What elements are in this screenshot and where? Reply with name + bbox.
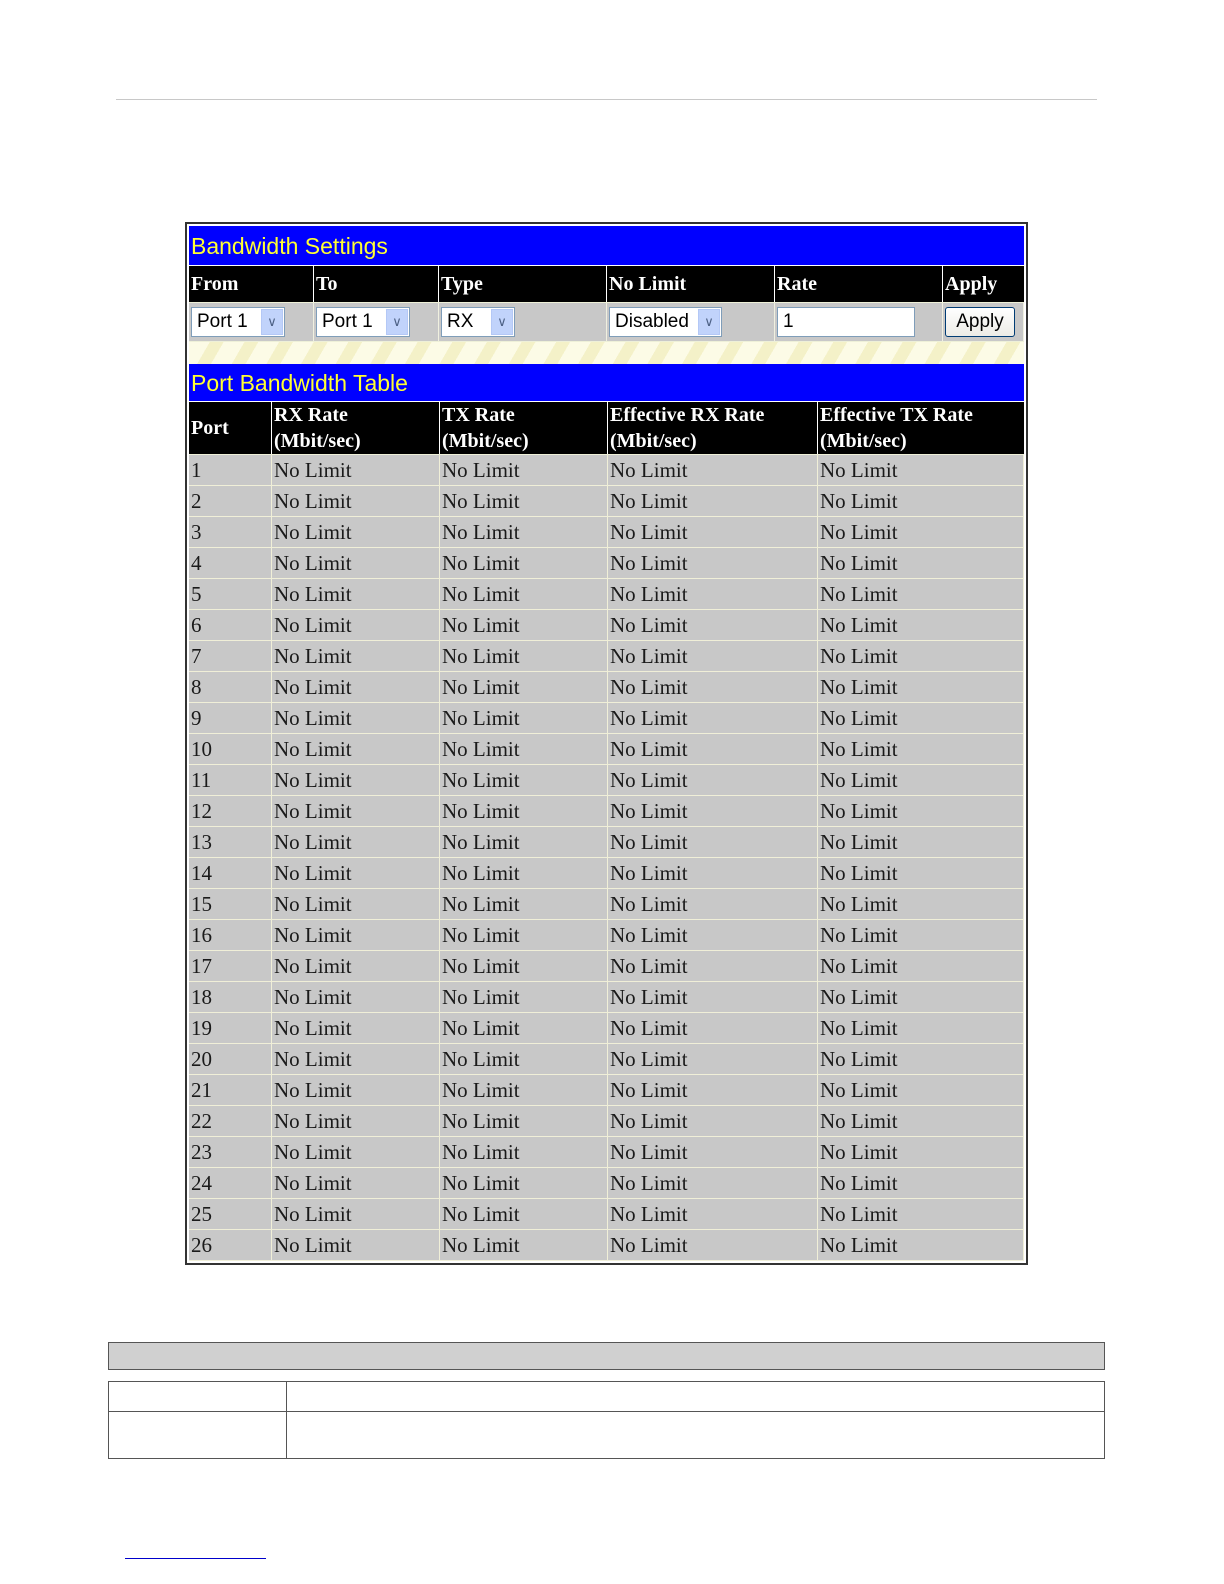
- tx-rate-cell: No Limit: [440, 672, 608, 702]
- port-cell: 18: [189, 982, 272, 1012]
- tx-rate-cell: No Limit: [440, 548, 608, 578]
- description-table-header: [108, 1342, 1105, 1370]
- rx-rate-cell: No Limit: [272, 579, 440, 609]
- rate-input[interactable]: 1: [777, 307, 915, 337]
- no-limit-value: Disabled: [615, 311, 689, 332]
- effective-tx-cell: No Limit: [818, 1106, 1024, 1136]
- table-row: [189, 1230, 1024, 1261]
- tx-rate-cell: No Limit: [440, 858, 608, 888]
- description-table: [108, 1381, 1105, 1459]
- bandwidth-panel: [185, 222, 1028, 1265]
- effective-tx-cell: No Limit: [818, 486, 1024, 516]
- effective-tx-cell: No Limit: [818, 517, 1024, 547]
- effective-rx-cell: No Limit: [608, 548, 818, 578]
- table-row: [189, 889, 1024, 920]
- effective-rx-cell: No Limit: [608, 1168, 818, 1198]
- tx-rate-cell: No Limit: [440, 641, 608, 671]
- col-eff-rx-line1: Effective RX Rate: [610, 404, 765, 426]
- effective-tx-cell: No Limit: [818, 1168, 1024, 1198]
- rx-rate-cell: No Limit: [272, 920, 440, 950]
- header-type: Type: [439, 266, 607, 302]
- tx-rate-cell: No Limit: [440, 827, 608, 857]
- effective-tx-cell: No Limit: [818, 1230, 1024, 1260]
- effective-tx-cell: No Limit: [818, 455, 1024, 485]
- effective-rx-cell: No Limit: [608, 703, 818, 733]
- tx-rate-cell: No Limit: [440, 734, 608, 764]
- rx-rate-cell: No Limit: [272, 951, 440, 981]
- rx-rate-cell: No Limit: [272, 455, 440, 485]
- rx-rate-cell: No Limit: [272, 1106, 440, 1136]
- rx-rate-cell: No Limit: [272, 827, 440, 857]
- col-effective-tx-rate: [818, 402, 1024, 454]
- effective-tx-cell: No Limit: [818, 765, 1024, 795]
- description-param-cell: [109, 1412, 287, 1458]
- rx-rate-cell: No Limit: [272, 765, 440, 795]
- type-select[interactable]: [441, 307, 515, 337]
- header-to: To: [314, 266, 439, 302]
- table-row: [189, 579, 1024, 610]
- effective-rx-cell: No Limit: [608, 1106, 818, 1136]
- table-row: [189, 1044, 1024, 1075]
- col-effective-rx-rate: [608, 402, 818, 454]
- effective-rx-cell: No Limit: [608, 765, 818, 795]
- rx-rate-cell: No Limit: [272, 610, 440, 640]
- header-apply: Apply: [945, 273, 998, 295]
- effective-rx-cell: No Limit: [608, 1075, 818, 1105]
- page-header-rule: [116, 99, 1097, 100]
- apply-button[interactable]: Apply: [945, 307, 1015, 337]
- col-rx-rate-line2: (Mbit/sec): [274, 430, 361, 452]
- effective-tx-cell: No Limit: [818, 858, 1024, 888]
- effective-rx-cell: No Limit: [608, 455, 818, 485]
- table-header-row: [189, 402, 1024, 455]
- effective-rx-cell: No Limit: [608, 1044, 818, 1074]
- effective-tx-cell: No Limit: [818, 796, 1024, 826]
- rx-rate-cell: No Limit: [272, 889, 440, 919]
- tx-rate-cell: No Limit: [440, 703, 608, 733]
- col-eff-tx-line1: Effective TX Rate: [820, 404, 973, 426]
- tx-rate-cell: No Limit: [440, 610, 608, 640]
- port-bandwidth-table-title: Port Bandwidth Table: [189, 364, 1024, 402]
- type-value: RX: [447, 311, 474, 332]
- rx-rate-cell: No Limit: [272, 1168, 440, 1198]
- table-row: [189, 641, 1024, 672]
- tx-rate-cell: No Limit: [440, 1075, 608, 1105]
- table-body: [189, 455, 1024, 1261]
- port-cell: 10: [189, 734, 272, 764]
- apply-cell: [943, 303, 1024, 341]
- effective-rx-cell: No Limit: [608, 1199, 818, 1229]
- effective-tx-cell: No Limit: [818, 1199, 1024, 1229]
- table-row: [189, 672, 1024, 703]
- effective-rx-cell: No Limit: [608, 1230, 818, 1260]
- port-cell: 26: [189, 1230, 272, 1260]
- col-port: Port: [189, 402, 272, 454]
- tx-rate-cell: No Limit: [440, 765, 608, 795]
- chevron-down-icon[interactable]: ∨: [386, 309, 408, 335]
- tx-rate-cell: No Limit: [440, 951, 608, 981]
- port-cell: 14: [189, 858, 272, 888]
- port-cell: 15: [189, 889, 272, 919]
- effective-tx-cell: No Limit: [818, 982, 1024, 1012]
- table-row: [189, 951, 1024, 982]
- table-row: [189, 1013, 1024, 1044]
- col-tx-rate: [440, 402, 608, 454]
- effective-tx-cell: No Limit: [818, 672, 1024, 702]
- from-cell: [189, 303, 314, 341]
- table-row: [189, 1106, 1024, 1137]
- no-limit-select[interactable]: [609, 307, 722, 337]
- description-text-cell: [287, 1412, 1104, 1458]
- effective-tx-cell: No Limit: [818, 1013, 1024, 1043]
- port-cell: 17: [189, 951, 272, 981]
- effective-rx-cell: No Limit: [608, 889, 818, 919]
- port-cell: 2: [189, 486, 272, 516]
- effective-rx-cell: No Limit: [608, 982, 818, 1012]
- col-eff-tx-line2: (Mbit/sec): [820, 430, 907, 452]
- chevron-down-icon[interactable]: ∨: [491, 309, 513, 335]
- rx-rate-cell: No Limit: [272, 703, 440, 733]
- tx-rate-cell: No Limit: [440, 579, 608, 609]
- to-port-select[interactable]: [316, 307, 410, 337]
- chevron-down-icon[interactable]: ∨: [261, 309, 283, 335]
- rate-cell: [775, 303, 943, 341]
- table-row: [189, 1137, 1024, 1168]
- effective-rx-cell: No Limit: [608, 920, 818, 950]
- tx-rate-cell: No Limit: [440, 1137, 608, 1167]
- table-row: [189, 765, 1024, 796]
- effective-rx-cell: No Limit: [608, 796, 818, 826]
- rx-rate-cell: No Limit: [272, 1044, 440, 1074]
- rx-rate-cell: No Limit: [272, 1137, 440, 1167]
- effective-rx-cell: No Limit: [608, 610, 818, 640]
- effective-tx-cell: No Limit: [818, 889, 1024, 919]
- col-eff-rx-line2: (Mbit/sec): [610, 430, 697, 452]
- header-no-limit: No Limit: [607, 266, 775, 302]
- port-cell: 3: [189, 517, 272, 547]
- port-cell: 8: [189, 672, 272, 702]
- tx-rate-cell: No Limit: [440, 455, 608, 485]
- rx-rate-cell: No Limit: [272, 1199, 440, 1229]
- rx-rate-cell: No Limit: [272, 734, 440, 764]
- tx-rate-cell: No Limit: [440, 1106, 608, 1136]
- port-cell: 21: [189, 1075, 272, 1105]
- effective-rx-cell: No Limit: [608, 951, 818, 981]
- description-text-cell: [287, 1382, 1104, 1411]
- rx-rate-cell: No Limit: [272, 672, 440, 702]
- chevron-down-icon[interactable]: ∨: [698, 309, 720, 335]
- port-cell: 22: [189, 1106, 272, 1136]
- tx-rate-cell: No Limit: [440, 1199, 608, 1229]
- tx-rate-cell: No Limit: [440, 486, 608, 516]
- col-tx-rate-line1: TX Rate: [442, 404, 515, 426]
- table-row: [189, 1075, 1024, 1106]
- effective-tx-cell: No Limit: [818, 951, 1024, 981]
- col-rx-rate-line1: RX Rate: [274, 404, 348, 426]
- effective-tx-cell: No Limit: [818, 610, 1024, 640]
- tx-rate-cell: No Limit: [440, 1168, 608, 1198]
- port-cell: 20: [189, 1044, 272, 1074]
- table-row: [189, 703, 1024, 734]
- port-cell: 12: [189, 796, 272, 826]
- col-rx-rate: [272, 402, 440, 454]
- to-port-value: Port 1: [322, 311, 373, 332]
- table-row: [189, 796, 1024, 827]
- tx-rate-cell: No Limit: [440, 982, 608, 1012]
- effective-tx-cell: No Limit: [818, 1075, 1024, 1105]
- rx-rate-cell: No Limit: [272, 486, 440, 516]
- col-tx-rate-line2: (Mbit/sec): [442, 430, 529, 452]
- tx-rate-cell: No Limit: [440, 1013, 608, 1043]
- effective-tx-cell: No Limit: [818, 827, 1024, 857]
- port-cell: 4: [189, 548, 272, 578]
- table-row: [189, 734, 1024, 765]
- rx-rate-cell: No Limit: [272, 1230, 440, 1260]
- effective-tx-cell: No Limit: [818, 579, 1024, 609]
- rx-rate-cell: No Limit: [272, 982, 440, 1012]
- effective-tx-cell: No Limit: [818, 920, 1024, 950]
- settings-header-row: [189, 266, 1024, 303]
- effective-tx-cell: No Limit: [818, 703, 1024, 733]
- table-row: [189, 920, 1024, 951]
- no-limit-cell: [607, 303, 775, 341]
- effective-rx-cell: No Limit: [608, 1137, 818, 1167]
- port-cell: 6: [189, 610, 272, 640]
- bandwidth-settings-title: Bandwidth Settings: [189, 226, 1024, 266]
- table-row: [189, 858, 1024, 889]
- port-cell: 24: [189, 1168, 272, 1198]
- decorative-band: [189, 342, 1024, 364]
- effective-rx-cell: No Limit: [608, 827, 818, 857]
- rx-rate-cell: No Limit: [272, 858, 440, 888]
- tx-rate-cell: No Limit: [440, 1230, 608, 1260]
- table-row: [189, 1168, 1024, 1199]
- port-cell: 16: [189, 920, 272, 950]
- effective-tx-cell: No Limit: [818, 1044, 1024, 1074]
- tx-rate-cell: No Limit: [440, 920, 608, 950]
- tx-rate-cell: No Limit: [440, 796, 608, 826]
- effective-rx-cell: No Limit: [608, 579, 818, 609]
- port-cell: 13: [189, 827, 272, 857]
- effective-rx-cell: No Limit: [608, 486, 818, 516]
- port-cell: 11: [189, 765, 272, 795]
- effective-rx-cell: No Limit: [608, 517, 818, 547]
- port-cell: 9: [189, 703, 272, 733]
- table-row: [189, 1199, 1024, 1230]
- table-row: [189, 455, 1024, 486]
- tx-rate-cell: No Limit: [440, 889, 608, 919]
- table-row: [189, 548, 1024, 579]
- rx-rate-cell: No Limit: [272, 641, 440, 671]
- header-rate: Rate: [775, 266, 943, 302]
- effective-rx-cell: No Limit: [608, 672, 818, 702]
- effective-tx-cell: No Limit: [818, 641, 1024, 671]
- port-cell: 23: [189, 1137, 272, 1167]
- table-row: [189, 827, 1024, 858]
- tx-rate-cell: No Limit: [440, 517, 608, 547]
- header-from: From: [189, 266, 314, 302]
- rx-rate-cell: No Limit: [272, 1013, 440, 1043]
- effective-rx-cell: No Limit: [608, 1013, 818, 1043]
- port-cell: 1: [189, 455, 272, 485]
- effective-rx-cell: No Limit: [608, 858, 818, 888]
- table-row: [189, 982, 1024, 1013]
- effective-rx-cell: No Limit: [608, 641, 818, 671]
- effective-tx-cell: No Limit: [818, 1137, 1024, 1167]
- settings-input-row: [189, 303, 1024, 342]
- port-cell: 5: [189, 579, 272, 609]
- footer-link-underline: [125, 1558, 266, 1559]
- table-row: [189, 610, 1024, 641]
- port-cell: 25: [189, 1199, 272, 1229]
- description-row: [109, 1412, 1104, 1458]
- from-port-value: Port 1: [197, 311, 248, 332]
- table-row: [189, 486, 1024, 517]
- table-row: [189, 517, 1024, 548]
- effective-tx-cell: No Limit: [818, 548, 1024, 578]
- port-cell: 19: [189, 1013, 272, 1043]
- port-cell: 7: [189, 641, 272, 671]
- effective-rx-cell: No Limit: [608, 734, 818, 764]
- effective-tx-cell: No Limit: [818, 734, 1024, 764]
- description-row: [109, 1382, 1104, 1412]
- tx-rate-cell: No Limit: [440, 1044, 608, 1074]
- rx-rate-cell: No Limit: [272, 1075, 440, 1105]
- description-param-cell: [109, 1382, 287, 1411]
- rx-rate-cell: No Limit: [272, 548, 440, 578]
- rx-rate-cell: No Limit: [272, 517, 440, 547]
- to-cell: [314, 303, 439, 341]
- from-port-select[interactable]: [191, 307, 285, 337]
- type-cell: [439, 303, 607, 341]
- rx-rate-cell: No Limit: [272, 796, 440, 826]
